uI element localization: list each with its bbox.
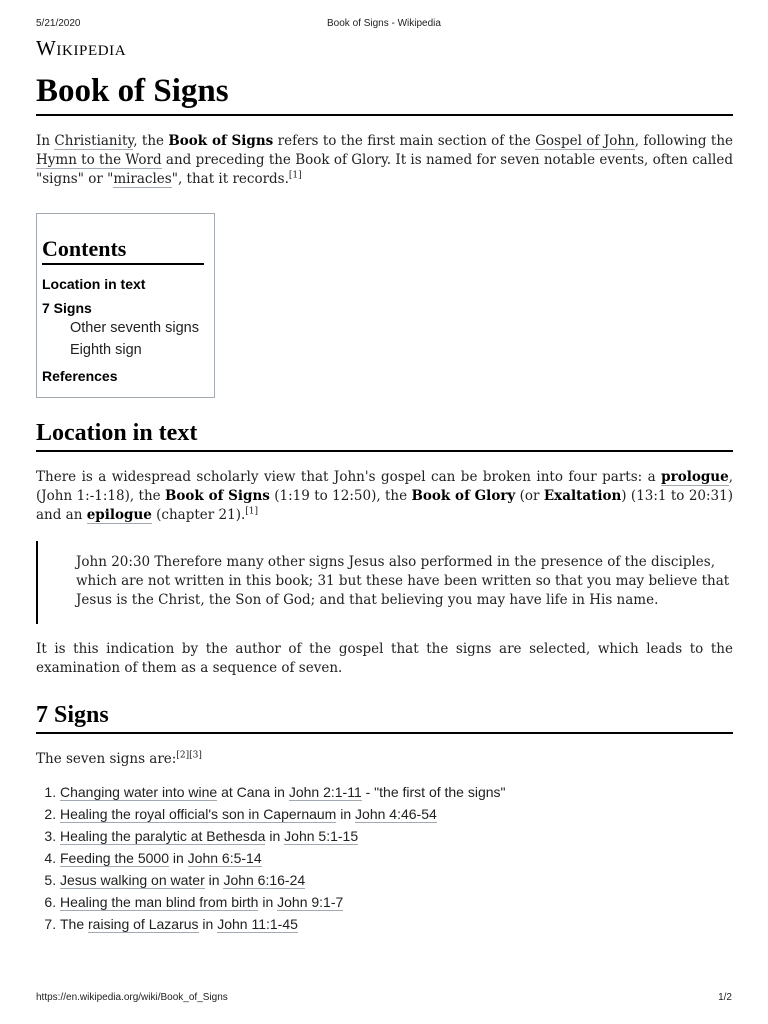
- page-title: Book of Signs: [36, 70, 733, 116]
- intro-paragraph: In Christianity, the Book of Signs refers to the first main section of the Gospel of John, following the Hymn to the Word and preceding the Book of Glory. It is named for seven notable events, often called "signs" or "miracles", that it records.[1]: [36, 133, 734, 187]
- sign-link[interactable]: raising of Lazarus: [88, 916, 199, 932]
- print-footer: [36, 992, 732, 1006]
- toc-item-eighth-sign[interactable]: Eighth sign: [70, 342, 142, 358]
- sign-link[interactable]: Jesus walking on water: [60, 872, 205, 888]
- list-item: 6. Healing the man blind from birth in John 9:1-7: [60, 891, 733, 913]
- list-item: 1. Changing water into wine at Cana in John 2:1-11 - "the first of the signs": [60, 781, 733, 803]
- sign-link[interactable]: Healing the royal official's son in Capernaum: [60, 806, 337, 822]
- print-title: Book of Signs - Wikipedia: [327, 18, 441, 29]
- signs-intro: The seven signs are:[2][3]: [36, 750, 202, 767]
- article-content: [36, 70, 733, 935]
- signs-selection-paragraph: It is this indication by the author of the gospel that the signs are selected, which leads to the examination of them as a sequence of seven.: [36, 641, 733, 676]
- scripture-ref-link[interactable]: John 5:1-15: [284, 828, 359, 844]
- list-item: 4. Feeding the 5000 in John 6:5-14: [60, 847, 733, 869]
- scripture-ref-link[interactable]: John 6:16-24: [223, 872, 306, 888]
- list-item: 3. Healing the paralytic at Bethesda in John 5:1-15: [60, 825, 733, 847]
- print-url: https://en.wikipedia.org/wiki/Book_of_Signs: [36, 992, 228, 1003]
- table-of-contents: [36, 213, 215, 398]
- signs-list: [36, 781, 733, 935]
- scripture-ref-link[interactable]: John 11:1-45: [217, 916, 298, 932]
- link-gospel-of-john[interactable]: Gospel of John: [535, 133, 635, 149]
- bold-book-of-signs: Book of Signs: [168, 133, 274, 149]
- sign-link[interactable]: Healing the man blind from birth: [60, 894, 259, 910]
- toc-item-other-seventh-signs[interactable]: Other seventh signs: [70, 320, 199, 336]
- sign-link[interactable]: Healing the paralytic at Bethesda: [60, 828, 266, 844]
- ref-2-3[interactable]: [2][3]: [176, 750, 202, 761]
- list-item: 2. Healing the royal official's son in Capernaum in John 4:46-54: [60, 803, 733, 825]
- link-prologue[interactable]: prologue: [661, 469, 729, 485]
- toc-item-location-in-text[interactable]: Location in text: [42, 276, 146, 292]
- scripture-ref-link[interactable]: John 4:46-54: [355, 806, 437, 822]
- list-item: 7. The raising of Lazarus in John 11:1-45: [60, 913, 733, 935]
- sign-link[interactable]: Changing water into wine: [60, 784, 218, 800]
- section-heading-location: Location in text: [36, 418, 733, 452]
- scripture-ref-link[interactable]: John 6:5-14: [187, 850, 262, 866]
- blockquote: John 20:30 Therefore many other signs Jesus also performed in the presence of the disciples, which are not written in this book; 31 but these have been written so that you may believe that Jesus is the Christ, the Son of God; and that believing you may have life in His name.: [36, 541, 733, 624]
- link-christianity[interactable]: Christianity: [54, 133, 134, 149]
- toc-title: Contents: [42, 236, 204, 265]
- print-date: 5/21/2020: [36, 18, 81, 29]
- list-item: 5. Jesus walking on water in John 6:16-24: [60, 869, 733, 891]
- page-number: 1/2: [718, 992, 732, 1003]
- section-heading-7-signs: 7 Signs: [36, 700, 733, 734]
- link-miracles[interactable]: miracles: [113, 171, 172, 187]
- ref-1[interactable]: [1]: [288, 170, 302, 181]
- toc-item-7-signs[interactable]: 7 Signs: [42, 300, 92, 316]
- scripture-ref-link[interactable]: John 9:1-7: [277, 894, 344, 910]
- link-epilogue[interactable]: epilogue: [86, 507, 152, 523]
- print-header: [36, 18, 732, 32]
- wikipedia-logo[interactable]: Wikipedia: [36, 36, 127, 60]
- scripture-ref-link[interactable]: John 2:1-11: [288, 784, 362, 800]
- toc-item-references[interactable]: References: [42, 368, 118, 384]
- sign-link[interactable]: Feeding the 5000: [60, 850, 169, 866]
- ref-1-location[interactable]: [1]: [245, 506, 259, 517]
- link-hymn-to-the-word[interactable]: Hymn to the Word: [36, 152, 162, 168]
- location-paragraph: There is a widespread scholarly view that John's gospel can be broken into four parts: a prologue, (John 1:-1:18), the Book of Signs (1:19 to 12:50), the Book of Glory (or Exaltation) (13:1 to 20:31) and an epilogue (chapter 21).[1]: [36, 469, 733, 523]
